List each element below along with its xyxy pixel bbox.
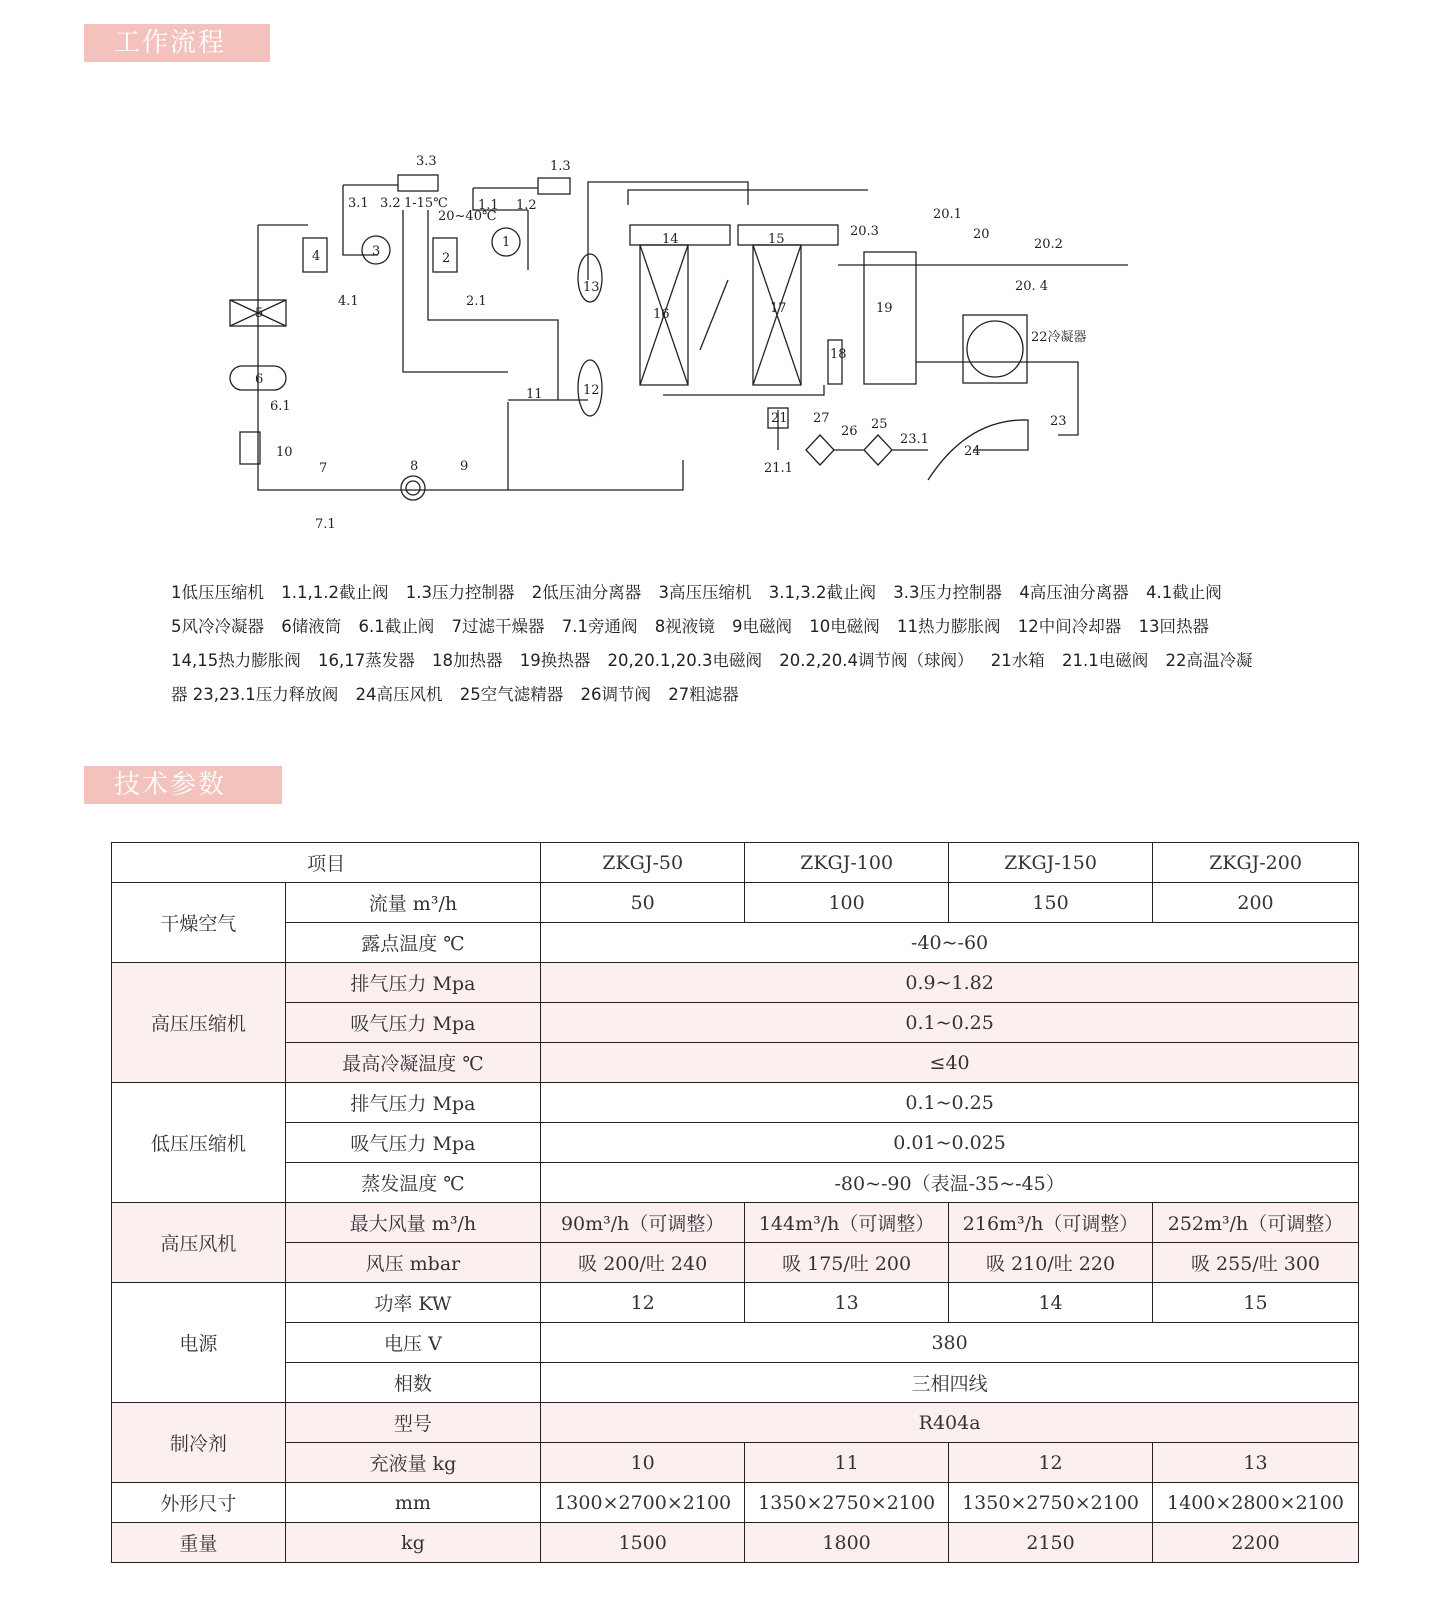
legend-item: 4高压油分离器 bbox=[1019, 583, 1129, 602]
legend-item: 18加热器 bbox=[432, 651, 503, 670]
legend-item: 7.1旁通阀 bbox=[561, 617, 638, 636]
label-1-1: 1.1 bbox=[478, 198, 499, 213]
header-model-50: ZKGJ-50 bbox=[541, 843, 745, 883]
legend-item: 11热力膨胀阀 bbox=[897, 617, 1001, 636]
legend-item: 20,20.1,20.3电磁阀 bbox=[607, 651, 762, 670]
label-4: 4 bbox=[312, 249, 321, 264]
section-title-flow: 工作流程 bbox=[84, 24, 270, 62]
cell: 150 bbox=[949, 883, 1153, 923]
legend-item: 5风冷冷凝器 bbox=[171, 617, 264, 636]
label-9: 9 bbox=[460, 459, 469, 474]
cell: 0.1~0.25 bbox=[541, 1083, 1359, 1123]
label-20-4: 20. 4 bbox=[1015, 279, 1049, 294]
group-weight: 重量 bbox=[112, 1523, 286, 1563]
table-row bbox=[112, 1483, 1359, 1523]
cell: -40~-60 bbox=[541, 923, 1359, 963]
label-20-1: 20.1 bbox=[933, 207, 962, 222]
label-24: 24 bbox=[964, 444, 981, 459]
table-row bbox=[112, 1043, 1359, 1083]
label-26: 26 bbox=[841, 424, 858, 439]
legend-item: 器 23,23.1压力释放阀 bbox=[171, 685, 339, 704]
header-model-200: ZKGJ-200 bbox=[1153, 843, 1359, 883]
table-row bbox=[112, 1443, 1359, 1483]
row-label: 相数 bbox=[285, 1363, 541, 1403]
group-lp-compressor: 低压压缩机 bbox=[112, 1083, 286, 1203]
cell: 1500 bbox=[541, 1523, 745, 1563]
legend-item: 12中间冷却器 bbox=[1017, 617, 1122, 636]
cell: 11 bbox=[745, 1443, 949, 1483]
row-label: 型号 bbox=[285, 1403, 541, 1443]
cell: 12 bbox=[541, 1283, 745, 1323]
cell: 1350×2750×2100 bbox=[745, 1483, 949, 1523]
legend-item: 21水箱 bbox=[990, 651, 1045, 670]
spec-table bbox=[111, 842, 1359, 1563]
section-title-spec: 技术参数 bbox=[84, 766, 282, 804]
label-temp-1: 1-15℃ bbox=[404, 196, 448, 211]
cell: ≤40 bbox=[541, 1043, 1359, 1083]
legend-item: 20.2,20.4调节阀（球阀） bbox=[779, 651, 974, 670]
cell: 90m³/h（可调整） bbox=[541, 1203, 745, 1243]
legend-item: 19换热器 bbox=[519, 651, 591, 670]
table-row bbox=[112, 923, 1359, 963]
cell: 252m³/h（可调整） bbox=[1153, 1203, 1359, 1243]
legend-item: 4.1截止阀 bbox=[1145, 583, 1222, 602]
table-row bbox=[112, 1363, 1359, 1403]
label-21: 21 bbox=[771, 411, 788, 426]
row-label: 排气压力 Mpa bbox=[285, 1083, 541, 1123]
legend-item: 27粗滤器 bbox=[668, 685, 739, 704]
group-hp-compressor: 高压压缩机 bbox=[112, 963, 286, 1083]
legend-item: 21.1电磁阀 bbox=[1061, 651, 1149, 670]
label-1: 1 bbox=[502, 235, 511, 250]
header-model-100: ZKGJ-100 bbox=[745, 843, 949, 883]
legend-item: 22高温冷凝 bbox=[1165, 651, 1253, 670]
label-3: 3 bbox=[372, 244, 381, 259]
label-13: 13 bbox=[583, 280, 600, 295]
cell: 0.1~0.25 bbox=[541, 1003, 1359, 1043]
process-flow-diagram bbox=[228, 150, 1128, 550]
row-label: 功率 KW bbox=[285, 1283, 541, 1323]
cell: 13 bbox=[745, 1283, 949, 1323]
table-row bbox=[112, 1403, 1359, 1443]
label-14: 14 bbox=[662, 232, 679, 247]
legend-item: 7过滤干燥器 bbox=[451, 617, 545, 636]
cell: 216m³/h（可调整） bbox=[949, 1203, 1153, 1243]
cell: 15 bbox=[1153, 1283, 1359, 1323]
cell: 吸 210/吐 220 bbox=[949, 1243, 1153, 1283]
cell: 吸 255/吐 300 bbox=[1153, 1243, 1359, 1283]
legend-item: 1.1,1.2截止阀 bbox=[281, 583, 389, 602]
label-20: 20 bbox=[973, 227, 990, 242]
label-10: 10 bbox=[276, 445, 293, 460]
cell: 380 bbox=[541, 1323, 1359, 1363]
table-header-row bbox=[112, 843, 1359, 883]
cell: -80~-90（表温-35~-45） bbox=[541, 1163, 1359, 1203]
legend-item: 6储液筒 bbox=[281, 617, 342, 636]
label-23-1: 23.1 bbox=[900, 432, 929, 447]
label-22: 22冷凝器 bbox=[1031, 330, 1087, 345]
legend-item: 3.1,3.2截止阀 bbox=[768, 583, 876, 602]
table-row bbox=[112, 1123, 1359, 1163]
label-19: 19 bbox=[876, 301, 893, 316]
cell: 2150 bbox=[949, 1523, 1153, 1563]
row-label: 最高冷凝温度 ℃ bbox=[285, 1043, 541, 1083]
legend-item: 24高压风机 bbox=[355, 685, 443, 704]
cell: R404a bbox=[541, 1403, 1359, 1443]
row-label: 露点温度 ℃ bbox=[285, 923, 541, 963]
legend-item: 26调节阀 bbox=[580, 685, 651, 704]
label-25: 25 bbox=[871, 417, 888, 432]
group-power: 电源 bbox=[112, 1283, 286, 1403]
label-5: 5 bbox=[255, 306, 264, 321]
header-item: 项目 bbox=[112, 843, 541, 883]
legend-item: 3高压压缩机 bbox=[658, 583, 752, 602]
label-15: 15 bbox=[768, 232, 785, 247]
legend-item: 1.3压力控制器 bbox=[405, 583, 515, 602]
label-3-3: 3.3 bbox=[416, 154, 437, 169]
row-label: 吸气压力 Mpa bbox=[285, 1003, 541, 1043]
group-dry-air: 干燥空气 bbox=[112, 883, 286, 963]
cell: 1400×2800×2100 bbox=[1153, 1483, 1359, 1523]
label-3-1: 3.1 bbox=[348, 196, 369, 211]
label-17: 17 bbox=[770, 301, 787, 316]
label-7: 7 bbox=[319, 461, 328, 476]
label-20-3: 20.3 bbox=[850, 224, 879, 239]
cell: 吸 175/吐 200 bbox=[745, 1243, 949, 1283]
legend-item: 2低压油分离器 bbox=[531, 583, 642, 602]
label-8: 8 bbox=[410, 459, 419, 474]
cell: 50 bbox=[541, 883, 745, 923]
label-4-1: 4.1 bbox=[338, 294, 359, 309]
label-2-1: 2.1 bbox=[466, 294, 487, 309]
legend-item: 6.1截止阀 bbox=[358, 617, 435, 636]
legend-item: 14,15热力膨胀阀 bbox=[171, 651, 301, 670]
row-label: kg bbox=[285, 1523, 541, 1563]
row-label: 蒸发温度 ℃ bbox=[285, 1163, 541, 1203]
table-row bbox=[112, 1163, 1359, 1203]
cell: 14 bbox=[949, 1283, 1153, 1323]
legend-item: 1低压压缩机 bbox=[171, 583, 264, 602]
cell: 1350×2750×2100 bbox=[949, 1483, 1153, 1523]
cell: 2200 bbox=[1153, 1523, 1359, 1563]
table-row bbox=[112, 1003, 1359, 1043]
table-row bbox=[112, 963, 1359, 1003]
legend-item: 9电磁阀 bbox=[732, 617, 792, 636]
label-12: 12 bbox=[583, 383, 600, 398]
label-temp-2: 20~40℃ bbox=[438, 209, 497, 224]
table-row bbox=[112, 1323, 1359, 1363]
label-21-1: 21.1 bbox=[764, 461, 793, 476]
table-row bbox=[112, 1283, 1359, 1323]
legend-item: 3.3压力控制器 bbox=[893, 583, 1002, 602]
row-label: 最大风量 m³/h bbox=[285, 1203, 541, 1243]
cell: 144m³/h（可调整） bbox=[745, 1203, 949, 1243]
label-18: 18 bbox=[830, 347, 847, 362]
table-row bbox=[112, 1243, 1359, 1283]
component-legend bbox=[171, 576, 1301, 712]
group-dimensions: 外形尺寸 bbox=[112, 1483, 286, 1523]
cell: 10 bbox=[541, 1443, 745, 1483]
cell: 吸 200/吐 240 bbox=[541, 1243, 745, 1283]
row-label: 风压 mbar bbox=[285, 1243, 541, 1283]
row-label: 流量 m³/h bbox=[285, 883, 541, 923]
cell: 12 bbox=[949, 1443, 1153, 1483]
legend-item: 10电磁阀 bbox=[809, 617, 880, 636]
cell: 100 bbox=[745, 883, 949, 923]
cell: 13 bbox=[1153, 1443, 1359, 1483]
label-27: 27 bbox=[813, 411, 830, 426]
label-16: 16 bbox=[653, 307, 670, 322]
cell: 1300×2700×2100 bbox=[541, 1483, 745, 1523]
label-1-2: 1.2 bbox=[516, 198, 537, 213]
table-row bbox=[112, 883, 1359, 923]
header-model-150: ZKGJ-150 bbox=[949, 843, 1153, 883]
label-20-2: 20.2 bbox=[1034, 237, 1063, 252]
label-11: 11 bbox=[526, 387, 543, 402]
cell: 0.01~0.025 bbox=[541, 1123, 1359, 1163]
cell: 1800 bbox=[745, 1523, 949, 1563]
label-23: 23 bbox=[1050, 414, 1067, 429]
row-label: 吸气压力 Mpa bbox=[285, 1123, 541, 1163]
legend-item: 16,17蒸发器 bbox=[318, 651, 415, 670]
label-2: 2 bbox=[442, 251, 451, 266]
label-6: 6 bbox=[255, 372, 264, 387]
legend-item: 8视液镜 bbox=[654, 617, 715, 636]
legend-item: 25空气滤精器 bbox=[459, 685, 564, 704]
label-3-2: 3.2 bbox=[380, 196, 401, 211]
label-7-1: 7.1 bbox=[315, 517, 336, 532]
table-row bbox=[112, 1523, 1359, 1563]
cell: 200 bbox=[1153, 883, 1359, 923]
group-fan: 高压风机 bbox=[112, 1203, 286, 1283]
row-label: 电压 V bbox=[285, 1323, 541, 1363]
cell: 三相四线 bbox=[541, 1363, 1359, 1403]
row-label: 排气压力 Mpa bbox=[285, 963, 541, 1003]
cell: 0.9~1.82 bbox=[541, 963, 1359, 1003]
legend-item: 13回热器 bbox=[1138, 617, 1209, 636]
table-row bbox=[112, 1203, 1359, 1243]
label-6-1: 6.1 bbox=[270, 399, 291, 414]
group-refrigerant: 制冷剂 bbox=[112, 1403, 286, 1483]
label-1-3: 1.3 bbox=[550, 159, 571, 174]
row-label: mm bbox=[285, 1483, 541, 1523]
row-label: 充液量 kg bbox=[285, 1443, 541, 1483]
table-row bbox=[112, 1083, 1359, 1123]
